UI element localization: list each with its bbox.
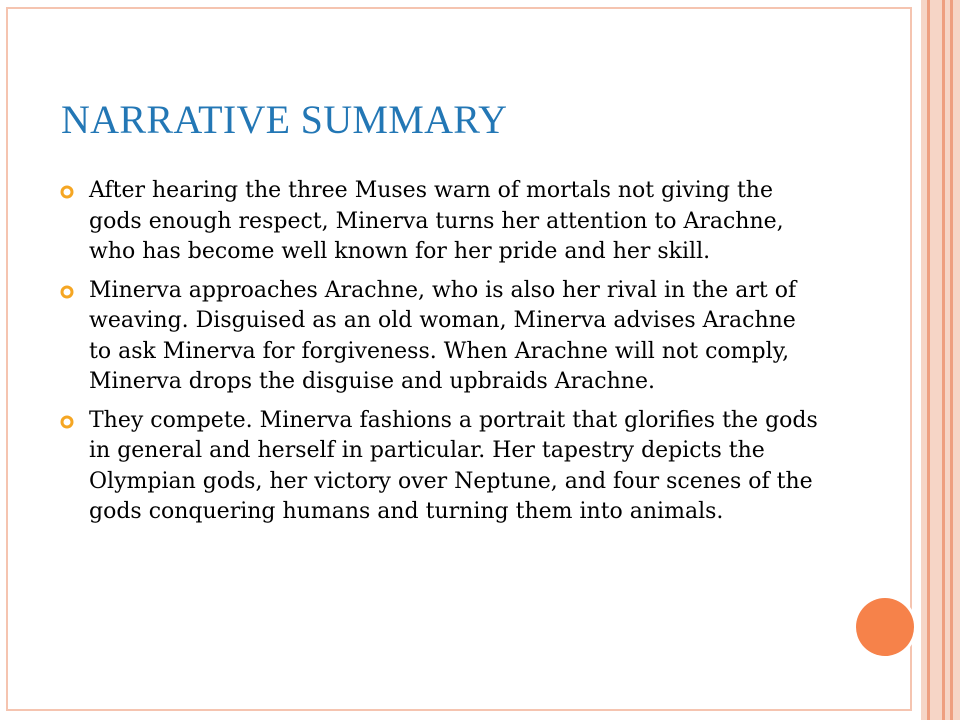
bullet-item bbox=[60, 406, 820, 528]
bullet-item bbox=[60, 176, 820, 268]
hollow-circle-bullet-icon bbox=[60, 415, 74, 429]
bullet-item bbox=[60, 276, 820, 398]
bullet-text: Minerva approaches Arachne, who is also her rival in the art of weaving. Disguised as an old woman, Minerva advises Arachne to ask Minerva for forgiveness. When Arachne will not comply, Minerva drops the disguise and upbraids Arachne. bbox=[89, 277, 797, 394]
bullet-list bbox=[60, 176, 820, 536]
hollow-circle-bullet-icon bbox=[60, 185, 74, 199]
accent-circle bbox=[856, 598, 914, 656]
slide-title: NARRATIVE SUMMARY bbox=[61, 97, 508, 142]
bullet-text: After hearing the three Muses warn of mortals not giving the gods enough respect, Minerva turns her attention to Arachne, who has become well known for her pride and her skill. bbox=[89, 178, 784, 264]
side-stripe bbox=[942, 0, 945, 720]
side-stripe bbox=[927, 0, 930, 720]
hollow-circle-bullet-icon bbox=[60, 285, 74, 299]
bullet-text: They compete. Minerva fashions a portrait that glorifies the gods in general and herself in particular. Her tapestry depicts the Olympian gods, her victory over Neptune, and four scenes of the gods conquering humans and turning them into animals. bbox=[89, 407, 818, 524]
side-stripe bbox=[950, 0, 953, 720]
